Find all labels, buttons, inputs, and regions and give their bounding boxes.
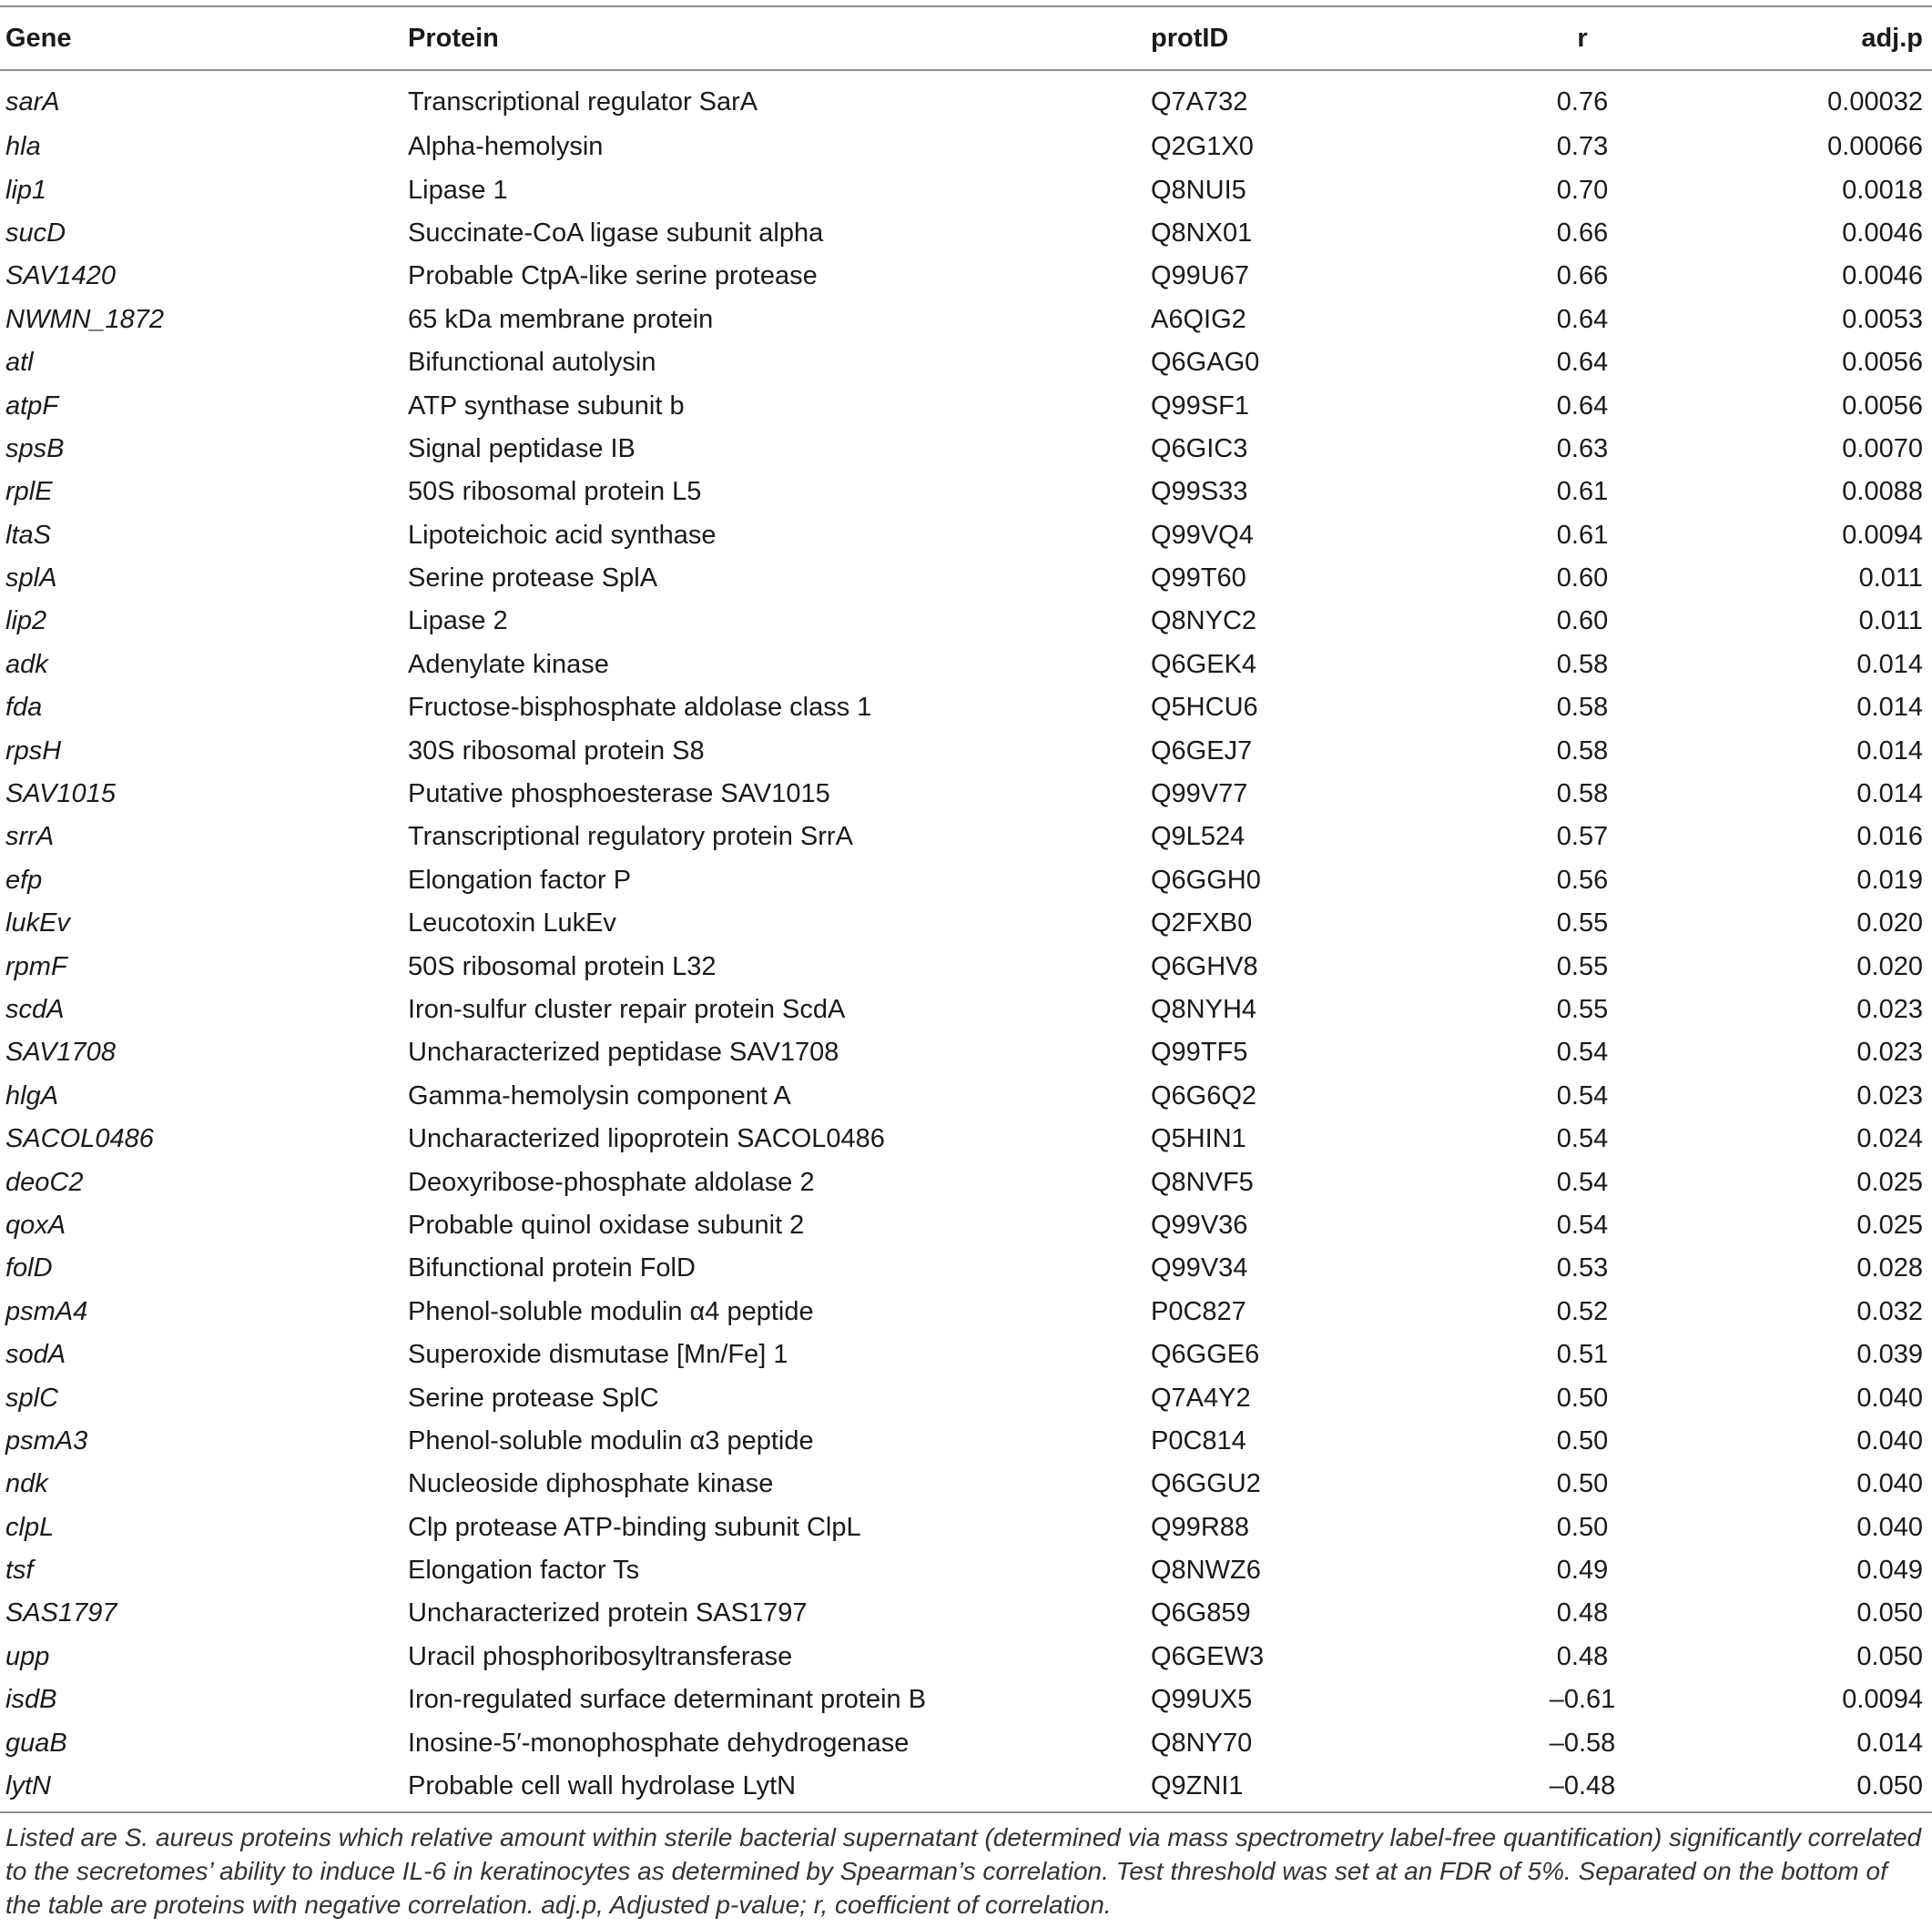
cell-protein: Probable cell wall hydrolase LytN: [408, 1771, 797, 1801]
cell-protein: Putative phosphoesterase SAV1015: [408, 779, 830, 809]
cell-protid: Q9L524: [1151, 822, 1246, 852]
header-protid: protID: [1151, 23, 1229, 53]
table-row: [0, 989, 1932, 1031]
cell-protein: Clp protease ATP-binding subunit ClpL: [408, 1512, 861, 1542]
cell-gene: psmA3: [5, 1425, 88, 1455]
cell-protid: Q7A4Y2: [1151, 1383, 1251, 1413]
cell-gene: adk: [5, 649, 48, 679]
cell-gene: efp: [5, 865, 43, 895]
cell-protein: Succinate-CoA ligase subunit alpha: [408, 218, 824, 248]
cell-adjp: 0.032: [1856, 1296, 1923, 1326]
cell-protein: Signal peptidase IB: [408, 433, 636, 463]
cell-gene: qoxA: [5, 1210, 66, 1240]
table-row: [0, 1463, 1932, 1506]
cell-adjp: 0.024: [1856, 1124, 1923, 1154]
cell-gene: SACOL0486: [5, 1124, 154, 1154]
cell-r: 0.54: [1556, 1124, 1609, 1154]
cell-protid: P0C827: [1151, 1296, 1246, 1326]
cell-protein: Iron-sulfur cluster repair protein ScdA: [408, 995, 846, 1024]
cell-adjp: 0.014: [1856, 779, 1923, 809]
cell-r: 0.73: [1556, 132, 1609, 162]
cell-protid: Q8NWZ6: [1151, 1556, 1261, 1586]
table-row: [0, 384, 1932, 427]
cell-gene: splC: [5, 1383, 59, 1413]
table-row: [0, 341, 1932, 384]
cell-protein: Bifunctional protein FolD: [408, 1253, 696, 1283]
cell-gene: sodA: [5, 1340, 66, 1370]
cell-r: 0.64: [1556, 390, 1609, 421]
cell-protein: Fructose-bisphosphate aldolase class 1: [408, 693, 872, 723]
cell-protein: Nucleoside diphosphate kinase: [408, 1469, 774, 1499]
cell-adjp: 0.014: [1856, 649, 1923, 679]
cell-adjp: 0.028: [1856, 1253, 1923, 1283]
cell-adjp: 0.014: [1856, 1728, 1923, 1758]
cell-adjp: 0.049: [1856, 1556, 1923, 1586]
cell-protid: Q8NYH4: [1151, 995, 1257, 1024]
header-gene: Gene: [5, 23, 72, 53]
cell-protid: P0C814: [1151, 1425, 1246, 1455]
table-row: [0, 1291, 1932, 1334]
cell-gene: sucD: [5, 218, 66, 248]
cell-gene: lip1: [5, 175, 47, 205]
cell-protein: 50S ribosomal protein L5: [408, 477, 702, 507]
cell-protein: Inosine-5′-monophosphate dehydrogenase: [408, 1728, 910, 1758]
cell-adjp: 0.050: [1856, 1641, 1923, 1671]
cell-protid: Q6GEJ7: [1151, 735, 1253, 766]
cell-r: –0.61: [1549, 1685, 1616, 1715]
table-row: [0, 1636, 1932, 1679]
cell-adjp: 0.014: [1856, 693, 1923, 723]
cell-gene: SAS1797: [5, 1598, 117, 1628]
cell-protid: Q8NUI5: [1151, 175, 1246, 205]
cell-r: 0.50: [1556, 1469, 1609, 1499]
cell-protein: Lipoteichoic acid synthase: [408, 520, 717, 550]
cell-protid: Q8NVF5: [1151, 1167, 1254, 1197]
cell-protid: Q99V36: [1151, 1210, 1248, 1240]
cell-gene: ltaS: [5, 520, 51, 550]
cell-r: 0.64: [1556, 348, 1609, 378]
cell-protein: Bifunctional autolysin: [408, 348, 656, 378]
cell-gene: upp: [5, 1641, 50, 1671]
table-body: [0, 69, 1932, 1808]
cell-r: 0.61: [1556, 520, 1609, 550]
cell-protein: 50S ribosomal protein L32: [408, 951, 717, 981]
cell-protid: Q6GEK4: [1151, 649, 1257, 679]
cell-protid: Q99V34: [1151, 1253, 1248, 1283]
cell-protid: Q99S33: [1151, 477, 1248, 507]
cell-adjp: 0.014: [1856, 735, 1923, 766]
table-row: [0, 1549, 1932, 1592]
table-footnote: Listed are S. aureus proteins which relative amount within sterile bacterial supernatant (determined via mass spectrometry label-free quantification) significantly correlated to the secretomes’ ability to induce IL-6 in keratinocytes as determined by Spearman’s correlation. Test threshold was set at an FDR of 5%. Separated on the bottom of the table are proteins with negative correlation. adj.p, Adjusted p-value; r, coefficient of correlation.: [5, 1823, 1922, 1919]
table-row: [0, 514, 1932, 557]
table-row: [0, 1506, 1932, 1549]
cell-adjp: 0.040: [1856, 1512, 1923, 1542]
cell-protein: Uncharacterized peptidase SAV1708: [408, 1038, 839, 1068]
cell-protein: Adenylate kinase: [408, 649, 609, 679]
cell-gene: scdA: [5, 995, 65, 1024]
header-r: r: [1577, 23, 1588, 53]
cell-adjp: 0.0056: [1842, 390, 1923, 421]
cell-r: 0.51: [1556, 1340, 1609, 1370]
cell-adjp: 0.025: [1856, 1210, 1923, 1240]
cell-protid: Q8NY70: [1151, 1728, 1253, 1758]
table-row: [0, 859, 1932, 902]
table-row: [0, 1031, 1932, 1074]
cell-protein: Phenol-soluble modulin α3 peptide: [408, 1425, 814, 1455]
cell-gene: NWMN_1872: [5, 304, 165, 334]
cell-protein: Serine protease SplA: [408, 563, 658, 593]
table-row: [0, 471, 1932, 513]
cell-gene: isdB: [5, 1685, 57, 1715]
cell-protein: Gamma-hemolysin component A: [408, 1080, 791, 1111]
table-row: [0, 1420, 1932, 1463]
cell-protid: Q6GGU2: [1151, 1469, 1261, 1499]
cell-r: 0.60: [1556, 606, 1609, 636]
table-row: [0, 557, 1932, 600]
cell-gene: rpmF: [5, 951, 67, 981]
cell-r: 0.58: [1556, 735, 1609, 766]
cell-adjp: 0.019: [1856, 865, 1923, 895]
cell-gene: guaB: [5, 1728, 67, 1758]
cell-protid: Q99SF1: [1151, 390, 1249, 421]
cell-protein: Probable CtpA-like serine protease: [408, 261, 818, 291]
cell-r: 0.57: [1556, 822, 1609, 852]
cell-protid: Q6G859: [1151, 1598, 1251, 1628]
cell-gene: rplE: [5, 477, 53, 507]
cell-gene: sarA: [5, 86, 60, 117]
cell-protein: Lipase 2: [408, 606, 508, 636]
table-row: [0, 729, 1932, 772]
cell-gene: lukEv: [5, 908, 70, 938]
cell-protid: Q6G6Q2: [1151, 1080, 1257, 1111]
cell-r: 0.54: [1556, 1038, 1609, 1068]
cell-gene: srrA: [5, 822, 55, 852]
cell-adjp: 0.0056: [1842, 348, 1923, 378]
cell-gene: lytN: [5, 1771, 51, 1801]
cell-gene: fda: [5, 693, 43, 723]
cell-gene: psmA4: [5, 1296, 88, 1326]
cell-protid: Q5HIN1: [1151, 1124, 1246, 1154]
cell-adjp: 0.040: [1856, 1383, 1923, 1413]
cell-gene: rpsH: [5, 735, 62, 766]
cell-r: 0.56: [1556, 865, 1609, 895]
cell-adjp: 0.020: [1856, 951, 1923, 981]
cell-r: 0.50: [1556, 1383, 1609, 1413]
cell-adjp: 0.040: [1856, 1425, 1923, 1455]
header-protein: Protein: [408, 23, 499, 53]
table-row: [0, 600, 1932, 643]
cell-r: 0.54: [1556, 1167, 1609, 1197]
cell-adjp: 0.0046: [1842, 218, 1923, 248]
cell-protein: Lipase 1: [408, 175, 508, 205]
cell-protid: Q6GEW3: [1151, 1641, 1265, 1671]
cell-gene: hla: [5, 132, 41, 162]
table-row: [0, 773, 1932, 816]
cell-protid: Q7A732: [1151, 86, 1248, 117]
cell-gene: deoC2: [5, 1167, 84, 1197]
table-row: [0, 1592, 1932, 1635]
cell-r: 0.48: [1556, 1641, 1609, 1671]
cell-adjp: 0.0046: [1842, 261, 1923, 291]
cell-gene: splA: [5, 563, 57, 593]
table-row: [0, 945, 1932, 988]
cell-protein: 30S ribosomal protein S8: [408, 735, 705, 766]
cell-adjp: 0.00032: [1827, 86, 1923, 117]
cell-r: –0.58: [1549, 1728, 1616, 1758]
table-row: [0, 168, 1932, 211]
cell-protid: A6QIG2: [1151, 304, 1246, 334]
cell-r: 0.50: [1556, 1512, 1609, 1542]
cell-protid: Q2G1X0: [1151, 132, 1254, 162]
cell-protein: Elongation factor Ts: [408, 1556, 640, 1586]
cell-r: 0.66: [1556, 218, 1609, 248]
cell-gene: spsB: [5, 433, 65, 463]
cell-r: 0.49: [1556, 1556, 1609, 1586]
cell-gene: clpL: [5, 1512, 55, 1542]
cell-protein: Iron-regulated surface determinant protein B: [408, 1685, 927, 1715]
cell-adjp: 0.016: [1856, 822, 1923, 852]
cell-gene: hlgA: [5, 1080, 59, 1111]
cell-r: 0.55: [1556, 995, 1609, 1024]
cell-adjp: 0.039: [1856, 1340, 1923, 1370]
cell-adjp: 0.050: [1856, 1771, 1923, 1801]
cell-protid: Q99U67: [1151, 261, 1250, 291]
cell-adjp: 0.040: [1856, 1469, 1923, 1499]
cell-protid: Q99TF5: [1151, 1038, 1248, 1068]
cell-adjp: 0.050: [1856, 1598, 1923, 1628]
cell-protein: ATP synthase subunit b: [408, 390, 685, 421]
table-row: [0, 1118, 1932, 1161]
table-row: [0, 1075, 1932, 1118]
cell-adjp: 0.0094: [1842, 1685, 1923, 1715]
cell-protid: Q6GAG0: [1151, 348, 1260, 378]
table-row: [0, 1204, 1932, 1247]
cell-protein: Elongation factor P: [408, 865, 632, 895]
header-row: [0, 7, 1932, 69]
cell-adjp: 0.011: [1858, 606, 1923, 636]
cell-adjp: 0.0088: [1842, 477, 1923, 507]
cell-r: 0.52: [1556, 1296, 1609, 1326]
cell-r: 0.48: [1556, 1598, 1609, 1628]
cell-gene: SAV1420: [5, 261, 116, 291]
table-row: [0, 902, 1932, 945]
cell-r: 0.58: [1556, 693, 1609, 723]
table-row: [0, 1679, 1932, 1721]
cell-protid: Q8NYC2: [1151, 606, 1257, 636]
cell-r: 0.60: [1556, 563, 1609, 593]
cell-r: –0.48: [1549, 1771, 1616, 1801]
table-row: [0, 1161, 1932, 1203]
table-row: [0, 126, 1932, 168]
cell-gene: tsf: [5, 1556, 34, 1586]
cell-protid: Q2FXB0: [1151, 908, 1253, 938]
cell-protid: Q5HCU6: [1151, 693, 1258, 723]
cell-protein: Deoxyribose-phosphate aldolase 2: [408, 1167, 815, 1197]
cell-gene: SAV1708: [5, 1038, 116, 1068]
cell-r: 0.63: [1556, 433, 1609, 463]
cell-protid: Q9ZNI1: [1151, 1771, 1244, 1801]
cell-adjp: 0.020: [1856, 908, 1923, 938]
cell-protid: Q6GGH0: [1151, 865, 1261, 895]
cell-adjp: 0.00066: [1827, 132, 1923, 162]
cell-r: 0.55: [1556, 908, 1609, 938]
cell-r: 0.61: [1556, 477, 1609, 507]
cell-protid: Q99R88: [1151, 1512, 1250, 1542]
cell-protein: Uncharacterized protein SAS1797: [408, 1598, 808, 1628]
cell-protein: 65 kDa membrane protein: [408, 304, 714, 334]
cell-protein: Uncharacterized lipoprotein SACOL0486: [408, 1124, 885, 1154]
cell-r: 0.70: [1556, 175, 1609, 205]
cell-r: 0.54: [1556, 1210, 1609, 1240]
cell-protid: Q6GIC3: [1151, 433, 1248, 463]
cell-protid: Q6GHV8: [1151, 951, 1258, 981]
cell-protein: Uracil phosphoribosyltransferase: [408, 1641, 793, 1671]
cell-adjp: 0.023: [1856, 1080, 1923, 1111]
cell-gene: atpF: [5, 390, 59, 421]
cell-gene: ndk: [5, 1469, 48, 1499]
cell-adjp: 0.0053: [1842, 304, 1923, 334]
table-row: [0, 1247, 1932, 1290]
cell-adjp: 0.011: [1858, 563, 1923, 593]
cell-adjp: 0.0094: [1842, 520, 1923, 550]
cell-adjp: 0.023: [1856, 1038, 1923, 1068]
cell-protid: Q99VQ4: [1151, 520, 1254, 550]
cell-gene: atl: [5, 348, 34, 378]
cell-adjp: 0.0070: [1842, 433, 1923, 463]
cell-r: 0.76: [1556, 86, 1609, 117]
cell-protid: Q8NX01: [1151, 218, 1253, 248]
cell-adjp: 0.023: [1856, 995, 1923, 1024]
header-adjp: adj.p: [1861, 23, 1923, 53]
cell-protein: Serine protease SplC: [408, 1383, 659, 1413]
table-row: [0, 686, 1932, 729]
bottom-rule: [0, 1811, 1932, 1813]
cell-r: 0.54: [1556, 1080, 1609, 1111]
table-row: [0, 299, 1932, 341]
table-row: [0, 644, 1932, 686]
cell-protid: Q99V77: [1151, 779, 1248, 809]
cell-adjp: 0.0018: [1842, 175, 1923, 205]
cell-gene: SAV1015: [5, 779, 116, 809]
cell-protid: Q99UX5: [1151, 1685, 1253, 1715]
cell-r: 0.55: [1556, 951, 1609, 981]
cell-r: 0.66: [1556, 261, 1609, 291]
cell-gene: folD: [5, 1253, 53, 1283]
cell-protein: Transcriptional regulator SarA: [408, 86, 758, 117]
table-row: [0, 428, 1932, 471]
cell-r: 0.58: [1556, 649, 1609, 679]
table-row: [0, 69, 1932, 126]
table-row: [0, 212, 1932, 255]
table-row: [0, 1721, 1932, 1764]
cell-protein: Probable quinol oxidase subunit 2: [408, 1210, 805, 1240]
cell-protein: Leucotoxin LukEv: [408, 908, 616, 938]
correlation-table: [0, 7, 1932, 1808]
cell-protid: Q6GGE6: [1151, 1340, 1260, 1370]
table-header: [0, 7, 1932, 69]
cell-r: 0.53: [1556, 1253, 1609, 1283]
cell-protein: Transcriptional regulatory protein SrrA: [408, 822, 853, 852]
cell-r: 0.64: [1556, 304, 1609, 334]
cell-r: 0.50: [1556, 1425, 1609, 1455]
cell-protein: Superoxide dismutase [Mn/Fe] 1: [408, 1340, 788, 1370]
cell-gene: lip2: [5, 606, 47, 636]
table-row: [0, 1376, 1932, 1419]
cell-protein: Phenol-soluble modulin α4 peptide: [408, 1296, 814, 1326]
cell-protid: Q99T60: [1151, 563, 1246, 593]
table-row: [0, 255, 1932, 298]
cell-adjp: 0.025: [1856, 1167, 1923, 1197]
cell-r: 0.58: [1556, 779, 1609, 809]
table-row: [0, 1334, 1932, 1376]
table-row: [0, 816, 1932, 858]
table-row: [0, 1765, 1932, 1808]
cell-protein: Alpha-hemolysin: [408, 132, 604, 162]
